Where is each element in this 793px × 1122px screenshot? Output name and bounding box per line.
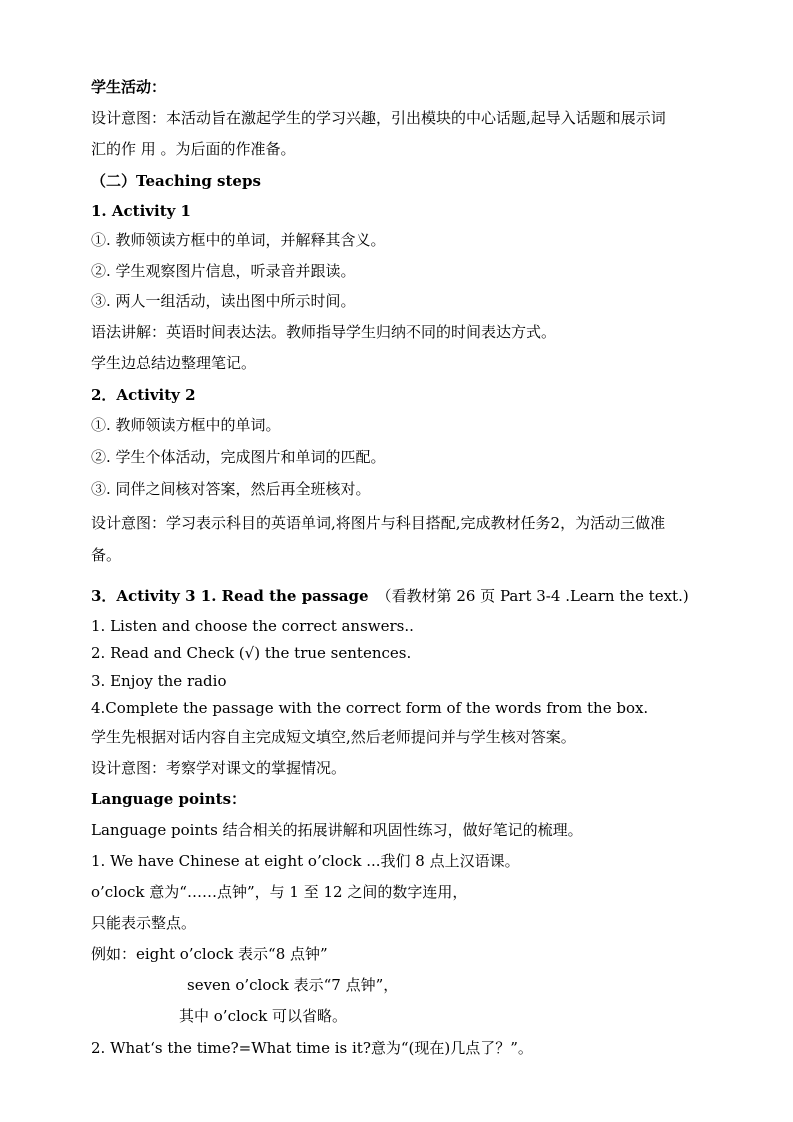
oclock-omission-note: 其中 o’clock 可以省略。 <box>179 1007 348 1025</box>
design-intent-2-line-2: 备。 <box>91 546 122 564</box>
language-point-1: 1. We have Chinese at eight o’clock ...我们 8 点上汉语课。 <box>91 852 520 870</box>
design-intent-line-1: 设计意图：本活动旨在激起学生的学习兴趣，引出模块的中心话题,起导入话题和展示词 <box>91 109 666 127</box>
design-intent-3: 设计意图：考察学对课文的掌握情况。 <box>91 759 347 777</box>
section-heading-student-activity: 学生活动： <box>91 78 167 96</box>
heading-activity-2: 2．Activity 2 <box>91 386 196 404</box>
activity3-task-2: 2. Read and Check (√) the true sentences. <box>91 644 412 662</box>
heading-teaching-steps: （二）Teaching steps <box>91 172 261 190</box>
activity3-task-3: 3. Enjoy the radio <box>91 672 227 690</box>
activity3-title: 3．Activity 3 1. Read the passage <box>91 587 369 605</box>
example-eight-oclock: 例如：eight o’clock 表示“8 点钟” <box>91 945 328 963</box>
design-intent-2-line-1: 设计意图：学习表示科目的英语单词,将图片与科目搭配,完成教材任务2，为活动三做准 <box>91 514 666 532</box>
activity3-task-1: 1. Listen and choose the correct answers.. <box>91 617 414 635</box>
grammar-explanation: 语法讲解：英语时间表达法。教师指导学生归纳不同的时间表达方式。 <box>91 323 557 341</box>
note-taking-line: 学生边总结边整理笔记。 <box>91 354 257 372</box>
oclock-explanation: o’clock 意为“……点钟”，与 1 至 12 之间的数字连用， <box>91 883 468 901</box>
activity2-step-3: ③. 同伴之间核对答案，然后再全班核对。 <box>91 480 371 498</box>
activity2-step-1: ①. 教师领读方框中的单词。 <box>91 416 281 434</box>
activity3-description: 学生先根据对话内容自主完成短文填空,然后老师提问并与学生核对答案。 <box>91 728 576 746</box>
oclock-whole-hours: 只能表示整点。 <box>91 914 197 932</box>
example-seven-oclock: seven o’clock 表示“7 点钟”， <box>187 976 399 994</box>
activity1-step-2: ②. 学生观察图片信息，听录音并跟读。 <box>91 262 356 280</box>
activity3-textbook-ref: （看教材第 26 页 Part 3-4 .Learn the text.) <box>376 587 689 605</box>
language-point-2: 2. What‘s the time?=What time is it?意为“(现在)几点了？”。 <box>91 1039 533 1057</box>
heading-activity-1: 1. Activity 1 <box>91 202 191 220</box>
heading-language-points: Language points： <box>91 790 247 808</box>
activity1-step-3: ③. 两人一组活动，读出图中所示时间。 <box>91 292 356 310</box>
language-points-intro: Language points 结合相关的拓展讲解和巩固性练习，做好笔记的梳理。 <box>91 821 583 839</box>
design-intent-line-2: 汇的作 用 。为后面的作准备。 <box>91 140 296 158</box>
heading-activity-3 <box>91 586 689 606</box>
activity1-step-1: ①. 教师领读方框中的单词，并解释其含义。 <box>91 231 386 249</box>
activity3-task-4: 4.Complete the passage with the correct form of the words from the box. <box>91 699 649 717</box>
activity2-step-2: ②. 学生个体活动，完成图片和单词的匹配。 <box>91 448 386 466</box>
